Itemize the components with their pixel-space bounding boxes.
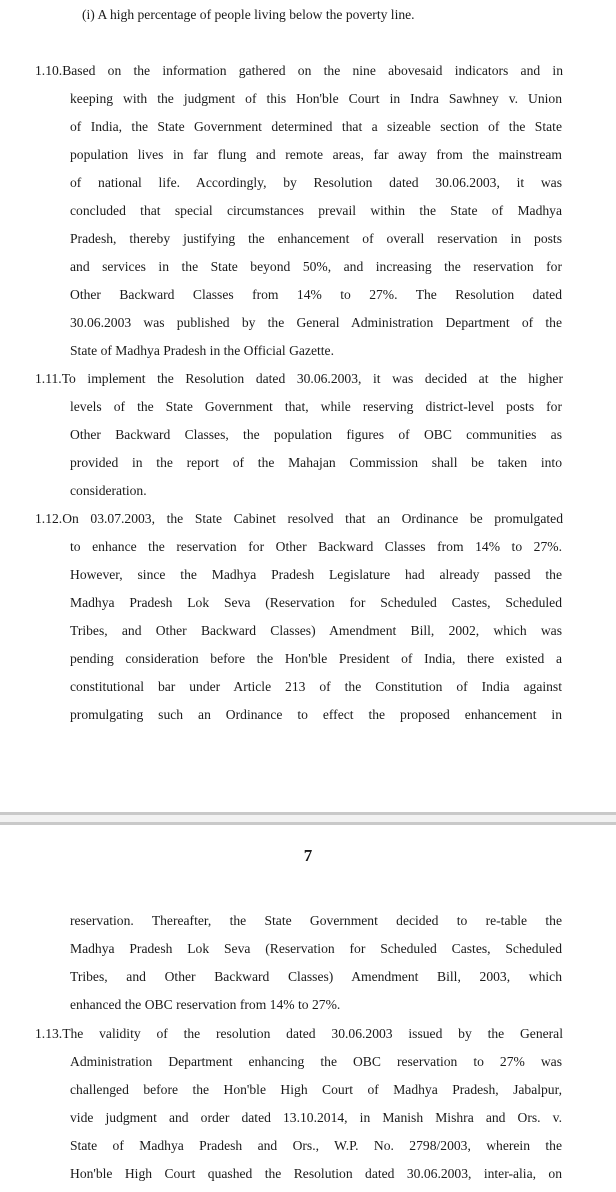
para-number: 1.11. (35, 371, 62, 386)
continuation-line-1: reservation. Thereafter, the State Government decided to re-table the (70, 913, 562, 928)
para-1-11-line-3: Other Backward Classes, the population figures of OBC communities as (70, 427, 562, 442)
para-1-10-line-4: population lives in far flung and remote areas, far away from the mainstream (70, 147, 562, 162)
para-1-10-line-7: Pradesh, thereby justifying the enhancement of overall reservation in posts (70, 231, 562, 246)
page-break-divider (0, 812, 616, 826)
para-1-10-line-3: of India, the State Government determined that a sizeable section of the State (70, 119, 562, 134)
para-1-13-line-3: challenged before the Hon'ble High Court of Madhya Pradesh, Jabalpur, (70, 1082, 562, 1097)
list-item-i: (i) A high percentage of people living below the poverty line. (82, 7, 415, 22)
para-1-11-line-2: levels of the State Government that, while reserving district-level posts for (70, 399, 562, 414)
para-1-11-line-1: 1.11.To implement the Resolution dated 30.06.2003, it was decided at the higher (35, 371, 563, 386)
para-1-10-line-1: 1.10.Based on the information gathered on the nine abovesaid indicators and in (35, 63, 563, 78)
para-1-11-line-5: consideration. (70, 483, 147, 498)
para-1-11-line-4: provided in the report of the Mahajan Commission shall be taken into (70, 455, 562, 470)
para-1-12-line-5: Tribes, and Other Backward Classes) Amendment Bill, 2002, which was (70, 623, 562, 638)
para-1-10-line-8: and services in the State beyond 50%, and increasing the reservation for (70, 259, 562, 274)
para-1-10-line-2: keeping with the judgment of this Hon'ble Court in Indra Sawhney v. Union (70, 91, 562, 106)
continuation-line-2: Madhya Pradesh Lok Seva (Reservation for Scheduled Castes, Scheduled (70, 941, 562, 956)
para-1-12-line-8: promulgating such an Ordinance to effect the proposed enhancement in (70, 707, 562, 722)
para-1-12-line-7: constitutional bar under Article 213 of the Constitution of India against (70, 679, 562, 694)
para-1-12-line-1: 1.12.On 03.07.2003, the State Cabinet resolved that an Ordinance be promulgated (35, 511, 563, 526)
para-number: 1.13. (35, 1026, 63, 1041)
para-1-12-line-4: Madhya Pradesh Lok Seva (Reservation for Scheduled Castes, Scheduled (70, 595, 562, 610)
continuation-line-3: Tribes, and Other Backward Classes) Amendment Bill, 2003, which (70, 969, 562, 984)
para-number: 1.12. (35, 511, 63, 526)
para-1-10-line-9: Other Backward Classes from 14% to 27%. The Resolution dated (70, 287, 562, 302)
para-1-10-line-6: concluded that special circumstances prevail within the State of Madhya (70, 203, 562, 218)
para-1-13-line-5: State of Madhya Pradesh and Ors., W.P. No. 2798/2003, wherein the (70, 1138, 562, 1153)
para-number: 1.10. (35, 63, 63, 78)
para-1-10-line-11: State of Madhya Pradesh in the Official Gazette. (70, 343, 334, 358)
para-1-13-line-6: Hon'ble High Court quashed the Resolution dated 30.06.2003, inter-alia, on (70, 1166, 562, 1181)
para-1-12-line-6: pending consideration before the Hon'ble President of India, there existed a (70, 651, 562, 666)
para-1-12-line-2: to enhance the reservation for Other Backward Classes from 14% to 27%. (70, 539, 562, 554)
para-1-10-line-5: of national life. Accordingly, by Resolution dated 30.06.2003, it was (70, 175, 562, 190)
para-1-13-line-4: vide judgment and order dated 13.10.2014, in Manish Mishra and Ors. v. (70, 1110, 562, 1125)
para-1-12-line-3: However, since the Madhya Pradesh Legislature had already passed the (70, 567, 562, 582)
para-1-13-line-2: Administration Department enhancing the OBC reservation to 27% was (70, 1054, 562, 1069)
para-1-10-line-10: 30.06.2003 was published by the General Administration Department of the (70, 315, 562, 330)
para-1-13-line-1: 1.13.The validity of the resolution dated 30.06.2003 issued by the General (35, 1026, 563, 1041)
continuation-line-4: enhanced the OBC reservation from 14% to 27%. (70, 997, 341, 1012)
page-number: 7 (303, 846, 313, 865)
